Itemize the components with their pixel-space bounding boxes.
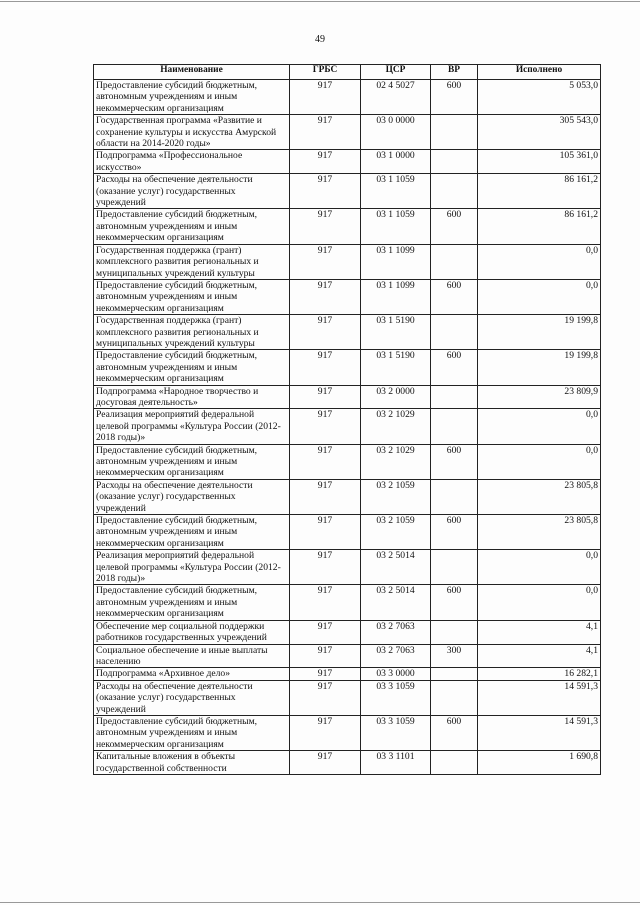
cell-vr: 600 <box>431 444 478 479</box>
table-row <box>94 385 601 409</box>
table-row <box>94 174 601 209</box>
cell-executed: 4,1 <box>478 620 601 644</box>
cell-grbs: 917 <box>290 409 361 444</box>
cell-name: Подпрограмма «Народное творчество и досуговая деятельность» <box>94 385 290 409</box>
cell-csr: 03 2 1059 <box>361 515 431 550</box>
table-row <box>94 479 601 514</box>
cell-csr: 03 1 5190 <box>361 315 431 350</box>
budget-table <box>93 64 601 775</box>
cell-vr <box>431 550 478 585</box>
cell-name: Реализация мероприятий федеральной целевой программы «Культура России (2012-2018 годы)» <box>94 409 290 444</box>
cell-grbs: 917 <box>290 315 361 350</box>
cell-csr: 03 3 1059 <box>361 680 431 715</box>
cell-name: Предоставление субсидий бюджетным, автономным учреждениям и иным некоммерческим организациям <box>94 279 290 314</box>
cell-executed: 0,0 <box>478 244 601 279</box>
cell-csr: 03 3 0000 <box>361 668 431 680</box>
cell-csr: 03 0 0000 <box>361 115 431 150</box>
cell-name: Предоставление субсидий бюджетным, автономным учреждениям и иным некоммерческим организациям <box>94 209 290 244</box>
cell-vr <box>431 479 478 514</box>
cell-vr: 600 <box>431 585 478 620</box>
cell-name: Расходы на обеспечение деятельности (оказание услуг) государственных учреждений <box>94 479 290 514</box>
cell-grbs: 917 <box>290 680 361 715</box>
cell-name: Предоставление субсидий бюджетным, автономным учреждениям и иным некоммерческим организациям <box>94 350 290 385</box>
page-number: 49 <box>315 34 325 45</box>
cell-csr: 03 1 0000 <box>361 150 431 174</box>
cell-executed: 4,1 <box>478 644 601 668</box>
table-row <box>94 350 601 385</box>
cell-grbs: 917 <box>290 279 361 314</box>
cell-vr: 600 <box>431 80 478 115</box>
cell-csr: 02 4 5027 <box>361 80 431 115</box>
cell-executed: 14 591,3 <box>478 680 601 715</box>
cell-executed: 19 199,8 <box>478 315 601 350</box>
cell-executed: 23 805,8 <box>478 479 601 514</box>
cell-vr <box>431 409 478 444</box>
cell-name: Капитальные вложения в объекты государственной собственности <box>94 751 290 775</box>
cell-vr: 300 <box>431 644 478 668</box>
cell-vr <box>431 150 478 174</box>
cell-csr: 03 1 1099 <box>361 279 431 314</box>
cell-grbs: 917 <box>290 585 361 620</box>
cell-grbs: 917 <box>290 150 361 174</box>
cell-csr: 03 3 1059 <box>361 715 431 750</box>
table-row <box>94 80 601 115</box>
table-row <box>94 620 601 644</box>
table-row <box>94 444 601 479</box>
cell-name: Предоставление субсидий бюджетным, автономным учреждениям и иным некоммерческим организациям <box>94 444 290 479</box>
header-grbs: ГРБС <box>290 65 361 80</box>
cell-csr: 03 2 1029 <box>361 409 431 444</box>
table-row <box>94 209 601 244</box>
cell-vr <box>431 315 478 350</box>
cell-grbs: 917 <box>290 668 361 680</box>
cell-vr <box>431 680 478 715</box>
cell-csr: 03 2 7063 <box>361 620 431 644</box>
cell-executed: 305 543,0 <box>478 115 601 150</box>
cell-csr: 03 2 5014 <box>361 585 431 620</box>
cell-grbs: 917 <box>290 620 361 644</box>
cell-csr: 03 1 1059 <box>361 209 431 244</box>
cell-vr <box>431 751 478 775</box>
cell-grbs: 917 <box>290 751 361 775</box>
cell-executed: 0,0 <box>478 279 601 314</box>
cell-grbs: 917 <box>290 209 361 244</box>
table-row <box>94 680 601 715</box>
cell-executed: 86 161,2 <box>478 209 601 244</box>
cell-csr: 03 1 1059 <box>361 174 431 209</box>
scan-edge-bottom <box>0 902 640 903</box>
cell-grbs: 917 <box>290 350 361 385</box>
cell-executed: 86 161,2 <box>478 174 601 209</box>
cell-name: Расходы на обеспечение деятельности (оказание услуг) государственных учреждений <box>94 680 290 715</box>
table-row <box>94 668 601 680</box>
cell-vr: 600 <box>431 515 478 550</box>
cell-grbs: 917 <box>290 715 361 750</box>
cell-name: Предоставление субсидий бюджетным, автономным учреждениям и иным некоммерческим организациям <box>94 715 290 750</box>
table-row <box>94 279 601 314</box>
cell-name: Государственная поддержка (грант) комплексного развития региональных и муниципальных учреждений культуры <box>94 244 290 279</box>
cell-vr: 600 <box>431 350 478 385</box>
cell-executed: 105 361,0 <box>478 150 601 174</box>
cell-name: Социальное обеспечение и иные выплаты населению <box>94 644 290 668</box>
cell-executed: 0,0 <box>478 585 601 620</box>
scan-edge-top <box>0 1 640 2</box>
cell-csr: 03 2 1029 <box>361 444 431 479</box>
table-row <box>94 751 601 775</box>
cell-grbs: 917 <box>290 479 361 514</box>
cell-vr <box>431 244 478 279</box>
cell-name: Подпрограмма «Архивное дело» <box>94 668 290 680</box>
cell-grbs: 917 <box>290 644 361 668</box>
cell-executed: 23 809,9 <box>478 385 601 409</box>
cell-name: Предоставление субсидий бюджетным, автономным учреждениям и иным некоммерческим организациям <box>94 585 290 620</box>
cell-grbs: 917 <box>290 174 361 209</box>
cell-grbs: 917 <box>290 244 361 279</box>
cell-grbs: 917 <box>290 444 361 479</box>
table-row <box>94 715 601 750</box>
cell-executed: 5 053,0 <box>478 80 601 115</box>
cell-executed: 14 591,3 <box>478 715 601 750</box>
header-csr: ЦСР <box>361 65 431 80</box>
cell-name: Предоставление субсидий бюджетным, автономным учреждениям и иным некоммерческим организациям <box>94 80 290 115</box>
cell-grbs: 917 <box>290 80 361 115</box>
cell-vr: 600 <box>431 279 478 314</box>
table-row <box>94 515 601 550</box>
cell-vr <box>431 115 478 150</box>
cell-executed: 1 690,8 <box>478 751 601 775</box>
header-executed: Исполнено <box>478 65 601 80</box>
cell-vr: 600 <box>431 209 478 244</box>
cell-executed: 19 199,8 <box>478 350 601 385</box>
cell-csr: 03 2 7063 <box>361 644 431 668</box>
cell-vr <box>431 620 478 644</box>
cell-csr: 03 2 0000 <box>361 385 431 409</box>
cell-name: Государственная программа «Развитие и сохранение культуры и искусства Амурской области на 2014-2020 годы» <box>94 115 290 150</box>
cell-name: Обеспечение мер социальной поддержки работников государственных учреждений <box>94 620 290 644</box>
header-vr: ВР <box>431 65 478 80</box>
table-row <box>94 550 601 585</box>
table-row <box>94 409 601 444</box>
cell-vr <box>431 385 478 409</box>
cell-name: Предоставление субсидий бюджетным, автономным учреждениям и иным некоммерческим организациям <box>94 515 290 550</box>
cell-csr: 03 1 1099 <box>361 244 431 279</box>
cell-executed: 16 282,1 <box>478 668 601 680</box>
table-row <box>94 315 601 350</box>
cell-grbs: 917 <box>290 385 361 409</box>
cell-vr <box>431 668 478 680</box>
cell-vr <box>431 174 478 209</box>
table-row <box>94 150 601 174</box>
cell-vr: 600 <box>431 715 478 750</box>
cell-name: Реализация мероприятий федеральной целевой программы «Культура России (2012-2018 годы)» <box>94 550 290 585</box>
cell-executed: 0,0 <box>478 409 601 444</box>
cell-executed: 0,0 <box>478 444 601 479</box>
table-header-row <box>94 65 601 80</box>
cell-csr: 03 1 5190 <box>361 350 431 385</box>
cell-grbs: 917 <box>290 115 361 150</box>
table-row <box>94 644 601 668</box>
table-row <box>94 244 601 279</box>
cell-executed: 0,0 <box>478 550 601 585</box>
cell-grbs: 917 <box>290 550 361 585</box>
cell-grbs: 917 <box>290 515 361 550</box>
cell-executed: 23 805,8 <box>478 515 601 550</box>
cell-csr: 03 3 1101 <box>361 751 431 775</box>
cell-name: Подпрограмма «Профессиональное искусство» <box>94 150 290 174</box>
header-name: Наименование <box>94 65 290 80</box>
table-body <box>94 80 601 775</box>
cell-csr: 03 2 5014 <box>361 550 431 585</box>
cell-name: Расходы на обеспечение деятельности (оказание услуг) государственных учреждений <box>94 174 290 209</box>
cell-csr: 03 2 1059 <box>361 479 431 514</box>
cell-name: Государственная поддержка (грант) комплексного развития региональных и муниципальных учреждений культуры <box>94 315 290 350</box>
table-row <box>94 585 601 620</box>
table-row <box>94 115 601 150</box>
